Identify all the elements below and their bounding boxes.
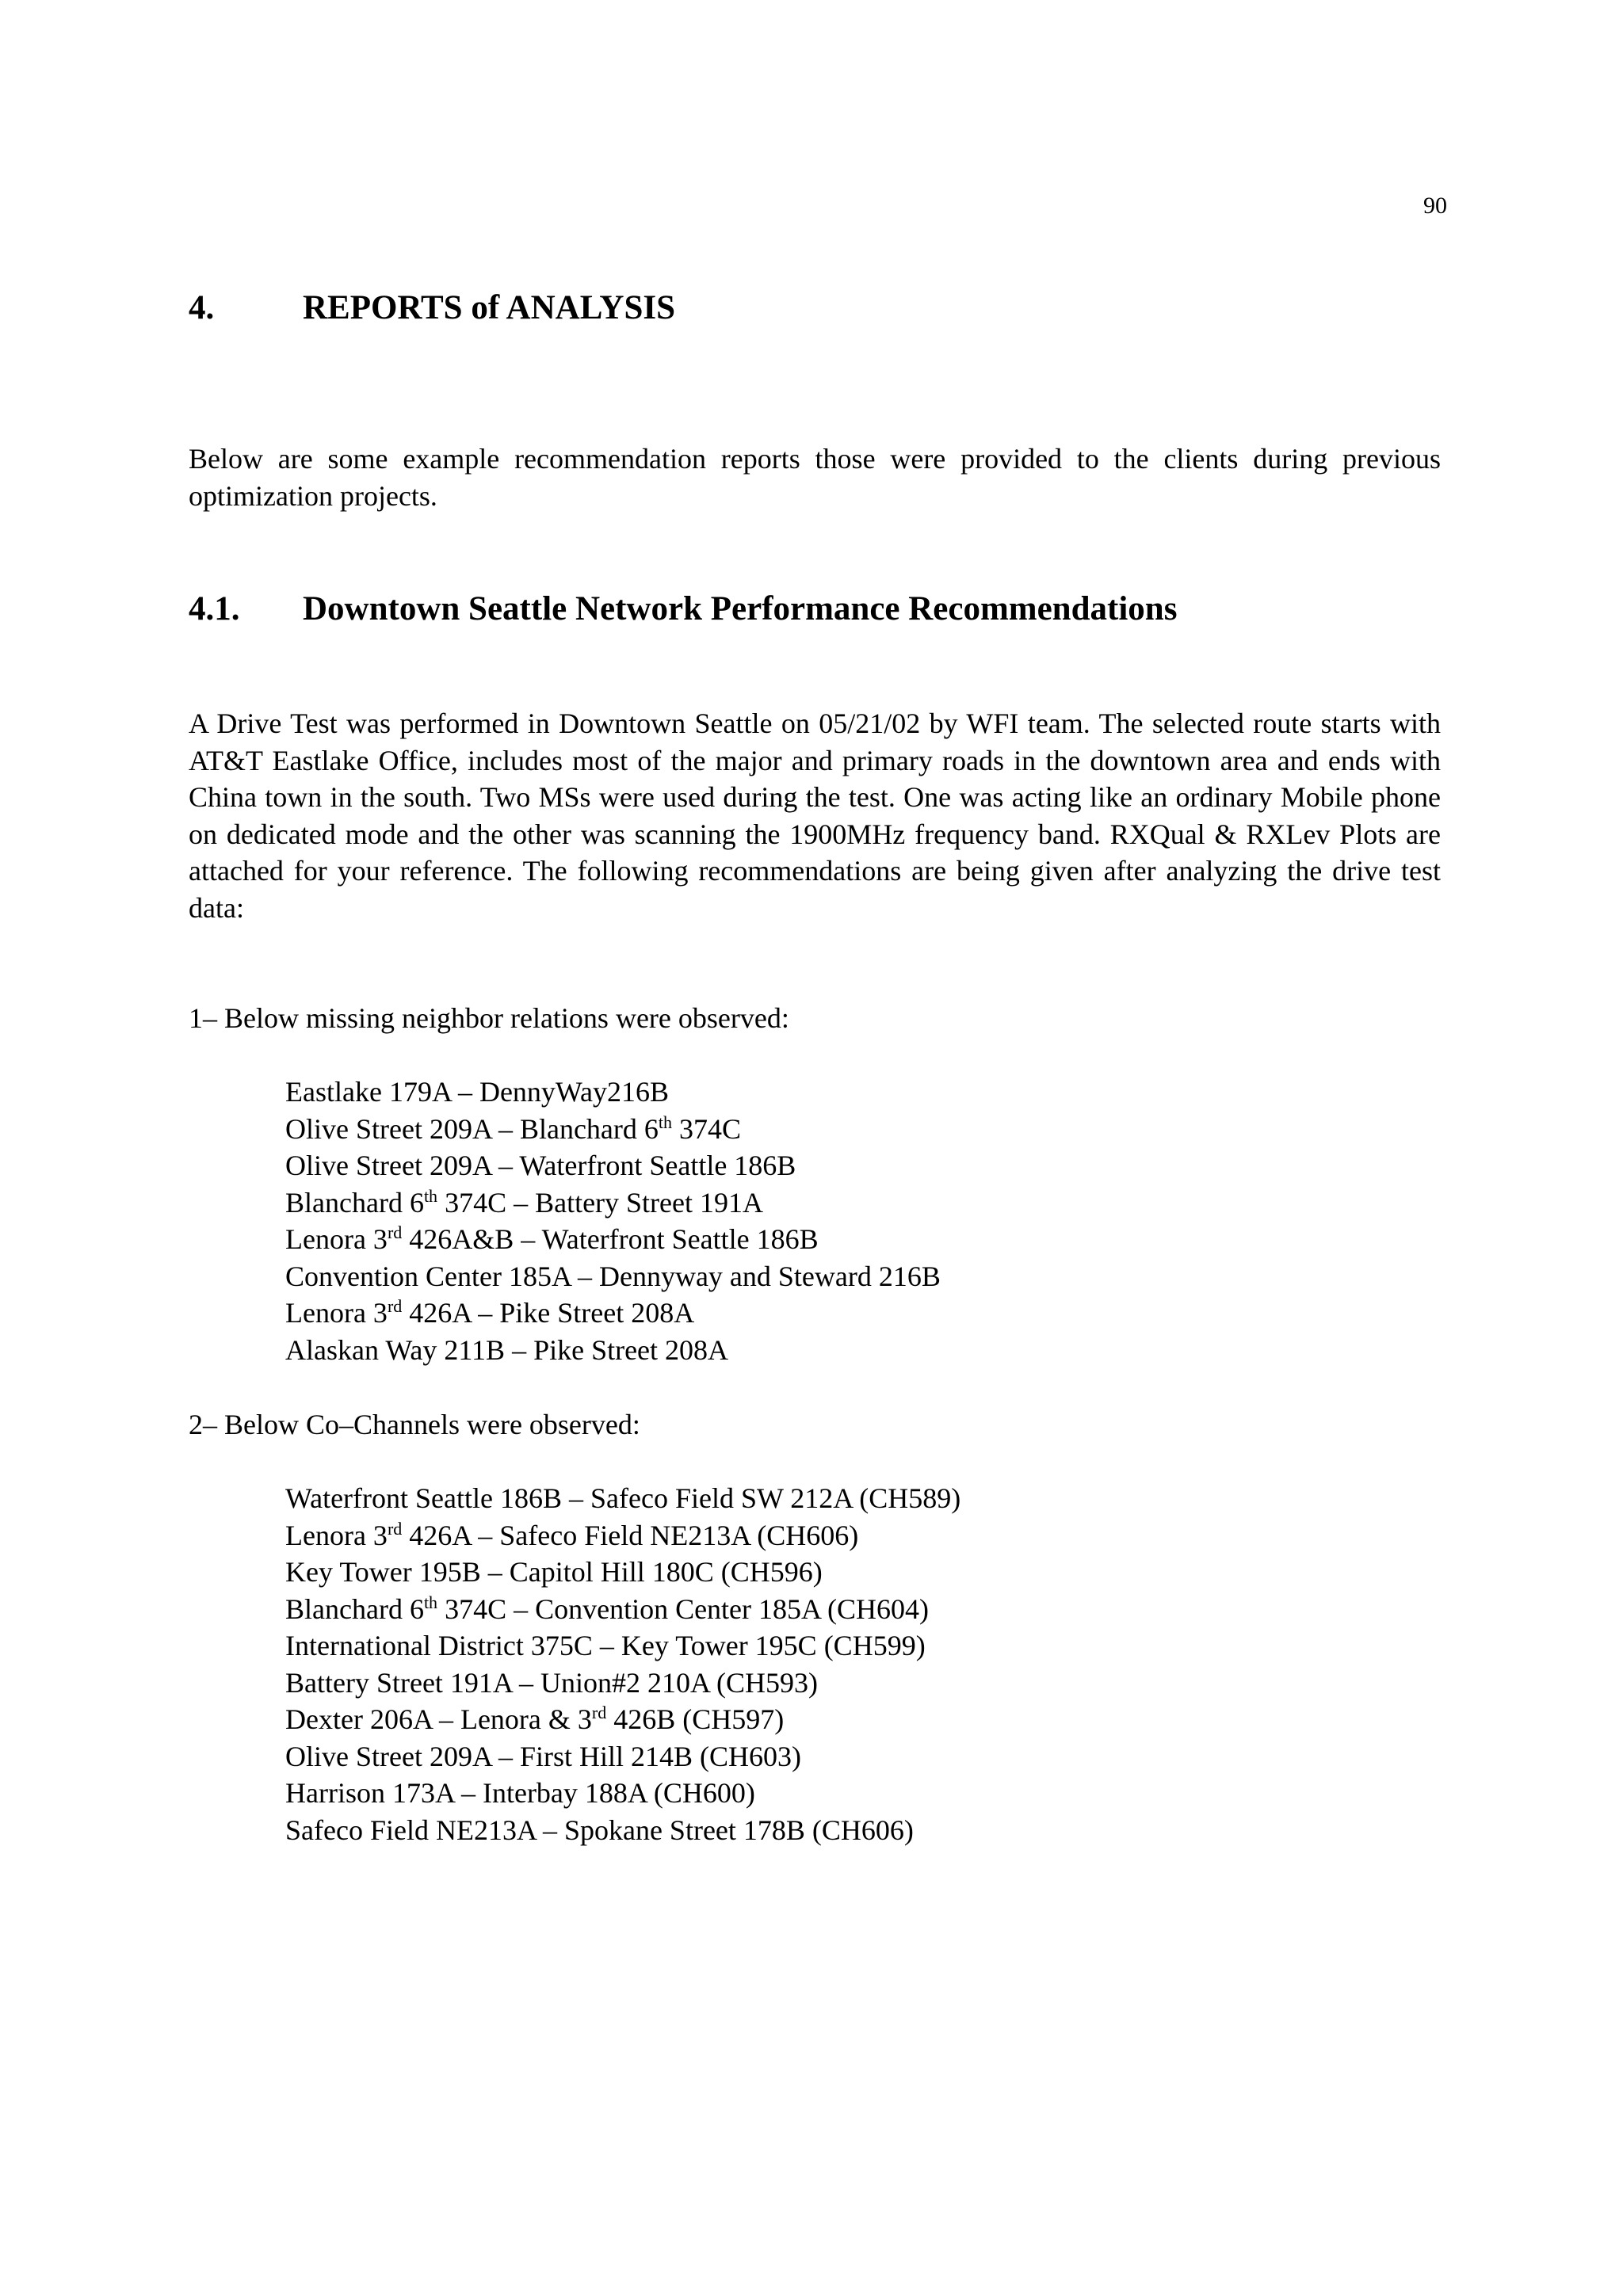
list-item: Lenora 3rd 426A – Pike Street 208A — [285, 1296, 695, 1329]
list-item: Harrison 173A – Interbay 188A (CH600) — [285, 1777, 755, 1809]
list-item: Key Tower 195B – Capitol Hill 180C (CH596) — [285, 1556, 823, 1588]
list-item: Olive Street 209A – First Hill 214B (CH603) — [285, 1740, 801, 1772]
subsection-heading — [189, 589, 1177, 630]
co-channels-label: 2– Below Co–Channels were observed: — [189, 1409, 640, 1440]
page-number: 90 — [1423, 193, 1447, 219]
intro-paragraph: Below are some example recommendation reports those were provided to the clients during previous optimization projects. — [189, 443, 1441, 512]
co-channels-list — [285, 1480, 960, 1848]
list-item: Safeco Field NE213A – Spokane Street 178B (CH606) — [285, 1814, 914, 1846]
list-item: Lenora 3rd 426A – Safeco Field NE213A (CH606) — [285, 1518, 859, 1551]
list-item: Olive Street 209A – Blanchard 6th 374C — [285, 1112, 742, 1145]
list-item: International District 375C – Key Tower 195C (CH599) — [285, 1630, 926, 1661]
list-item: Blanchard 6th 374C – Battery Street 191A — [285, 1185, 764, 1219]
list-item: Dexter 206A – Lenora & 3rd 426B (CH597) — [285, 1703, 785, 1735]
missing-neighbors-label: 1– Below missing neighbor relations were observed: — [189, 1002, 789, 1034]
section-number: 4. — [189, 289, 215, 326]
list-item: Lenora 3rd 426A&B – Waterfront Seattle 186B — [285, 1222, 819, 1255]
list-item: Alaskan Way 211B – Pike Street 208A — [285, 1333, 729, 1366]
list-item: Convention Center 185A – Dennyway and Steward 216B — [285, 1260, 941, 1292]
list-item: Olive Street 209A – Waterfront Seattle 186B — [285, 1150, 796, 1181]
list-item: Eastlake 179A – DennyWay216B — [285, 1076, 670, 1108]
section-title: REPORTS of ANALYSIS — [303, 289, 676, 326]
list-item: Blanchard 6th 374C – Convention Center 185A (CH604) — [285, 1592, 930, 1625]
subsection-title: Downtown Seattle Network Performance Recommendations — [303, 590, 1178, 627]
subsection-number: 4.1. — [189, 590, 240, 627]
section-heading — [189, 288, 675, 329]
list-item: Waterfront Seattle 186B – Safeco Field SW 212A (CH589) — [285, 1482, 961, 1514]
missing-neighbors-list — [285, 1074, 941, 1368]
list-item: Battery Street 191A – Union#2 210A (CH593) — [285, 1666, 818, 1699]
drive-test-paragraph: A Drive Test was performed in Downtown Seattle on 05/21/02 by WFI team. The selected route starts with AT&T Eastlake Office, includes most of the major and primary roads in the downtown area and ends with China town in the south. Two MSs were used during the test. One was acting like an ordinary Mobile phone on dedicated mode and the other was scanning the 1900MHz frequency band. RXQual & RXLev Plots are attached for your reference. The following recommendations are being given after analyzing the drive test data: — [189, 707, 1441, 924]
